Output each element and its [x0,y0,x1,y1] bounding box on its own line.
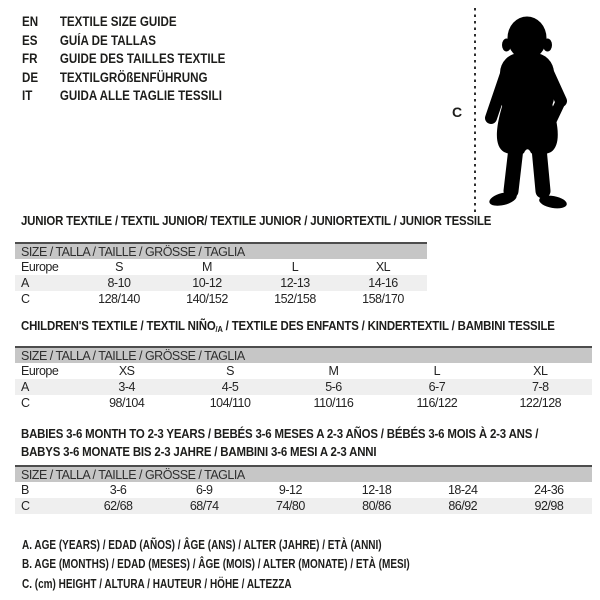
table-cell: 80/86 [333,498,419,514]
table-header-row [15,466,592,482]
table-cell: 122/128 [519,396,562,410]
table-row [15,379,592,395]
table-cell: 9-12 [278,483,302,497]
heading-text: CHILDREN'S TEXTILE / TEXTIL NIÑO [21,318,216,333]
table-cell: 7-8 [489,379,592,395]
table-cell: XS [118,364,135,378]
language-label: GUÍA DE TALLAS [59,32,156,48]
legend-row-de [22,69,225,88]
table-cell: 92/98 [506,498,592,514]
table-cell: L [291,260,299,274]
language-label: TEXTILE SIZE GUIDE [59,14,177,29]
row-label: A [15,275,75,291]
table-cell: 68/74 [161,498,247,514]
children-section-heading [21,318,555,334]
junior-size-table [15,242,427,307]
row-label: C [21,396,30,410]
table-cell: 3-6 [109,483,127,497]
baby-silhouette-icon [480,8,580,213]
table-row [15,291,427,307]
table-header-row [15,347,592,363]
table-cell: 8-10 [75,275,163,291]
table-row [15,363,592,379]
table-cell: M [202,260,212,274]
table-cell: 74/80 [247,498,333,514]
footnote-age-years: A. AGE (YEARS) / EDAD (AÑOS) / ÂGE (ANS) / ALTER (JAHRE) / ETÀ (ANNI) [22,538,382,552]
table-cell: 98/104 [109,396,145,410]
table-row [15,259,427,275]
table-row [15,275,427,291]
table-cell: 6-7 [385,379,488,395]
table-header-row [15,243,427,259]
table-cell: 3-4 [75,379,178,395]
table-cell: 140/152 [186,292,228,306]
language-code: EN [22,14,39,29]
height-measure-dotted-line [474,8,476,212]
row-label: A [15,379,75,395]
table-header: SIZE / TALLA / TAILLE / GRÖSSE / TAGLIA [15,466,592,482]
table-cell: M [328,364,339,378]
legend-row-it [22,87,225,106]
table-cell: 12-13 [251,275,339,291]
children-size-table [15,346,592,411]
footnote-height-cm: C. (cm) HEIGHT / ALTURA / HAUTEUR / HÖHE / ALTEZZA [22,576,292,591]
legend-row-es [22,32,225,51]
table-cell: 116/122 [416,396,458,410]
language-code: ES [22,32,38,48]
language-legend [22,13,259,106]
row-label: C [15,498,75,514]
row-label: Europe [21,260,59,274]
table-header: SIZE / TALLA / TAILLE / GRÖSSE / TAGLIA [15,243,427,259]
language-label: GUIDA ALLE TAGLIE TESSILI [59,88,222,104]
table-cell: 12-18 [361,483,392,497]
language-label: GUIDE DES TAILLES TEXTILE [59,51,226,67]
table-cell: 24-36 [534,483,564,497]
table-row [15,395,592,411]
language-label: TEXTILGRÖßENFÜHRUNG [59,69,208,85]
table-cell: 14-16 [339,275,427,291]
table-cell: 62/68 [75,498,161,514]
row-label: C [21,292,30,306]
heading-subscript: /A [215,324,223,334]
table-cell: 10-12 [163,275,251,291]
table-cell: XL [375,260,391,274]
table-cell: S [115,260,123,274]
table-cell: 152/158 [274,292,316,306]
table-cell: 4-5 [178,379,281,395]
row-label: Europe [21,364,59,378]
heading-line: BABIES 3-6 MONTH TO 2-3 YEARS / BEBÉS 3-6 MESES A 2-3 AÑOS / BÉBÉS 3-6 MOIS À 2-3 ANS / [21,426,539,441]
table-cell: 110/116 [313,396,354,410]
table-cell: 5-6 [282,379,385,395]
legend-row-fr [22,50,225,69]
table-cell: 86/92 [420,498,506,514]
table-cell: L [433,364,441,378]
table-cell: 6-9 [195,483,213,497]
babies-size-table [15,465,592,514]
babies-section-heading [21,425,538,460]
heading-text: / TEXTILE DES ENFANTS / KINDERTEXTIL / BAMBINI TESSILE [222,318,555,333]
table-row [15,498,592,514]
row-label: B [21,483,29,497]
table-cell: S [226,364,234,378]
language-code: DE [22,69,39,85]
language-code: FR [22,51,38,67]
table-cell: 18-24 [447,483,478,497]
language-code: IT [22,88,33,104]
table-cell: 104/110 [209,396,251,410]
table-row [15,482,592,498]
height-measure-label: C [452,104,463,120]
table-cell: 128/140 [98,292,140,306]
table-header: SIZE / TALLA / TAILLE / GRÖSSE / TAGLIA [15,347,592,363]
footnote-age-months: B. AGE (MONTHS) / EDAD (MESES) / ÂGE (MOIS) / ALTER (MONATE) / ETÀ (MESI) [22,557,410,572]
table-cell: XL [533,364,548,378]
table-cell: 158/170 [362,292,404,306]
heading-line: BABYS 3-6 MONATE BIS 2-3 JAHRE / BAMBINI 3-6 MESI A 2-3 ANNI [21,443,377,459]
junior-section-heading: JUNIOR TEXTILE / TEXTIL JUNIOR/ TEXTILE JUNIOR / JUNIORTEXTIL / JUNIOR TESSILE [21,213,492,228]
legend-row-en [22,13,225,32]
footnotes [22,536,410,594]
